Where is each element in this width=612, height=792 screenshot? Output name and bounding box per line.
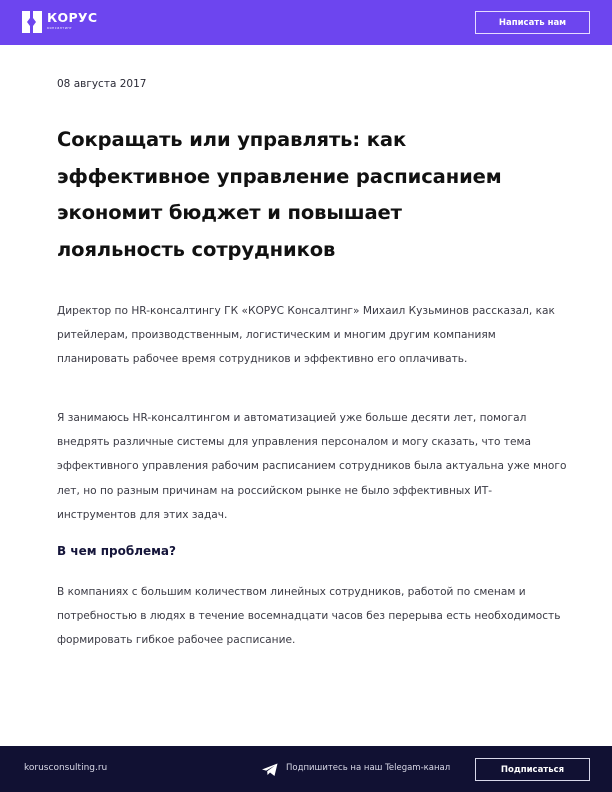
article-paragraph-intro: Директор по HR-консалтингу ГК «КОРУС Консалтинг» Михаил Кузьминов рассказал, как ритейлерам, производственным, логистическим и многим другим компаниям планировать рабочее время сотрудников и эффективно его оплачивать.	[57, 305, 555, 366]
telegram-icon[interactable]	[262, 762, 278, 776]
korus-logo[interactable]	[22, 11, 97, 35]
logo-subtitle: консалтинг	[47, 26, 73, 30]
title-line: экономит бюджет и повышает	[57, 201, 402, 224]
article-paragraph: В компаниях с большим количеством линейных сотрудников, работой по сменам и потребностью в людях в течение восемнадцати часов без перерыва есть необходимость формировать гибкое рабочее расписание.	[57, 586, 561, 647]
korus-logo-icon	[22, 11, 42, 33]
telegram-subscribe-text[interactable]: Подпишитесь на наш Telegam-канал	[286, 763, 451, 773]
site-link[interactable]: korusconsulting.ru	[24, 763, 108, 773]
title-line: лояльность сотрудников	[57, 237, 336, 261]
article-title	[57, 122, 567, 268]
title-line: Сокращать или управлять: как	[57, 128, 407, 151]
subscribe-button[interactable]: Подписаться	[475, 758, 590, 781]
write-to-us-button[interactable]: Написать нам	[475, 11, 590, 34]
article-date: 08 августа 2017	[57, 78, 147, 90]
section-heading: В чем проблема?	[57, 544, 176, 558]
page-header	[0, 0, 612, 45]
article-paragraph: Я занимаюсь HR-консалтингом и автоматизацией уже больше десяти лет, помогал внедрять различные системы для управления персоналом и могу сказать, что тема эффективного управления рабочим расписанием сотрудников была актуальна уже много лет, но по разным причинам на российском рынке не было эффективных ИТ-инструментов для этих задач.	[57, 412, 567, 521]
title-line: эффективное управление расписанием	[57, 164, 502, 188]
logo-title: КОРУС	[47, 10, 98, 25]
